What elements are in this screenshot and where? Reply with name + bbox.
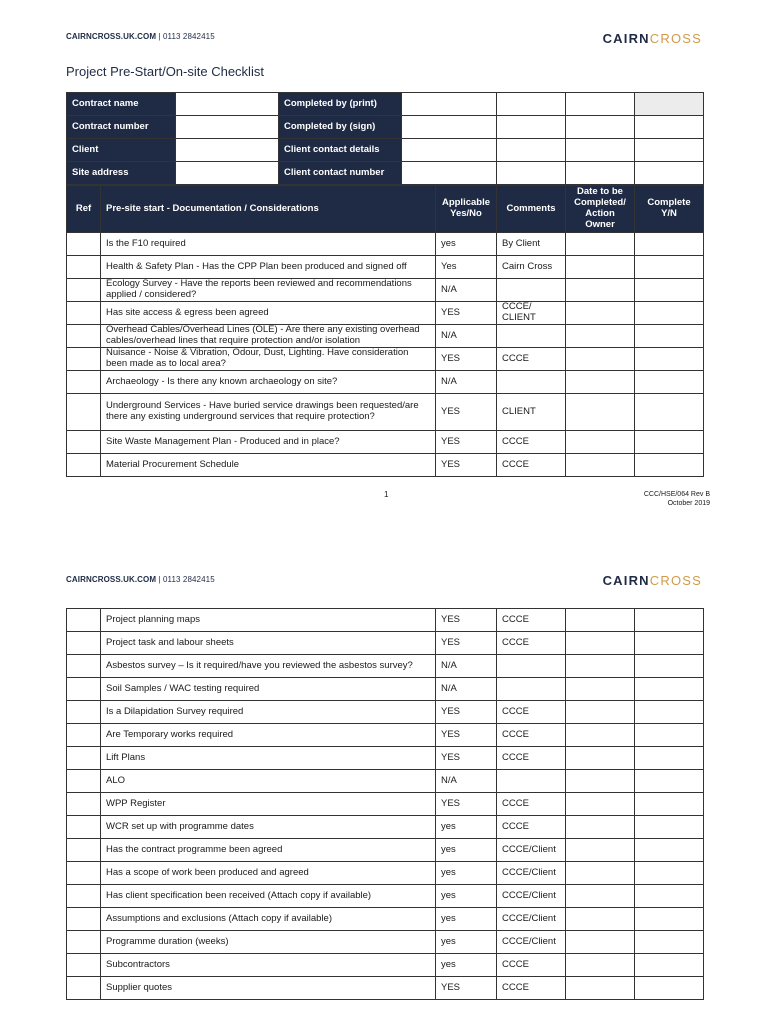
page-2 (0, 530, 768, 1024)
ref-cell[interactable] (67, 954, 101, 977)
complete-cell[interactable] (635, 325, 704, 348)
applicable-cell[interactable]: yes (436, 954, 497, 977)
complete-cell[interactable] (635, 816, 704, 839)
checklist-row (67, 793, 704, 816)
comments-cell[interactable]: CCCE (497, 431, 566, 454)
applicable-cell[interactable]: YES (436, 609, 497, 632)
ref-cell[interactable] (67, 724, 101, 747)
ref-cell[interactable] (67, 348, 101, 371)
checklist-header-row (67, 186, 704, 233)
item-cell: WCR set up with programme dates (101, 816, 436, 839)
checklist-row (67, 371, 704, 394)
field-extra[interactable] (635, 139, 704, 162)
label-client-contact-details: Client contact details (279, 139, 402, 162)
col-applicable: Applicable Yes/No (436, 186, 497, 233)
date-action-owner-cell[interactable] (566, 394, 635, 431)
ref-cell[interactable] (67, 233, 101, 256)
item-cell: Supplier quotes (101, 977, 436, 1000)
label-site-address: Site address (67, 162, 176, 185)
checklist-row (67, 655, 704, 678)
checklist-row (67, 862, 704, 885)
date-action-owner-cell[interactable] (566, 233, 635, 256)
field-extra[interactable] (635, 162, 704, 185)
comments-cell[interactable]: CCCE (497, 747, 566, 770)
company-phone: | 0113 2842415 (156, 575, 215, 584)
field-contract-name[interactable] (176, 93, 279, 116)
comments-cell[interactable]: CCCE (497, 609, 566, 632)
item-cell: Overhead Cables/Overhead Lines (OLE) - Are there any existing overhead cables/overhead lines that require protection and/or isolation (101, 325, 436, 348)
complete-cell[interactable] (635, 632, 704, 655)
checklist-table-page-1 (66, 185, 704, 477)
ref-cell[interactable] (67, 977, 101, 1000)
item-cell: Subcontractors (101, 954, 436, 977)
field-extra[interactable] (566, 139, 635, 162)
company-phone: | 0113 2842415 (156, 32, 215, 41)
field-extra[interactable] (635, 116, 704, 139)
item-cell: Material Procurement Schedule (101, 454, 436, 477)
field-extra[interactable] (497, 116, 566, 139)
item-cell: Is the F10 required (101, 233, 436, 256)
field-extra[interactable] (566, 162, 635, 185)
label-contract-number: Contract number (67, 116, 176, 139)
ref-cell[interactable] (67, 371, 101, 394)
item-cell: ALO (101, 770, 436, 793)
applicable-cell[interactable]: yes (436, 816, 497, 839)
applicable-cell[interactable]: YES (436, 977, 497, 1000)
company-website[interactable]: CAIRNCROSS.UK.COM (66, 575, 157, 584)
ref-cell[interactable] (67, 770, 101, 793)
comments-cell[interactable] (497, 655, 566, 678)
field-client[interactable] (176, 139, 279, 162)
applicable-cell[interactable]: YES (436, 632, 497, 655)
item-cell: Health & Safety Plan - Has the CPP Plan been produced and signed off (101, 256, 436, 279)
label-client: Client (67, 139, 176, 162)
complete-cell[interactable] (635, 793, 704, 816)
date-action-owner-cell[interactable] (566, 632, 635, 655)
ref-cell[interactable] (67, 747, 101, 770)
comments-cell[interactable] (497, 371, 566, 394)
applicable-cell[interactable]: N/A (436, 770, 497, 793)
checklist-row (67, 701, 704, 724)
comments-cell[interactable]: CLIENT (497, 394, 566, 431)
comments-cell[interactable]: CCCE (497, 977, 566, 1000)
page-number: 1 (384, 490, 389, 499)
item-cell: Asbestos survey – Is it required/have you reviewed the asbestos survey? (101, 655, 436, 678)
checklist-row (67, 632, 704, 655)
field-extra[interactable] (497, 93, 566, 116)
applicable-cell[interactable]: YES (436, 431, 497, 454)
comments-cell[interactable]: Cairn Cross (497, 256, 566, 279)
item-cell: Assumptions and exclusions (Attach copy if available) (101, 908, 436, 931)
date-action-owner-cell[interactable] (566, 770, 635, 793)
applicable-cell[interactable]: yes (436, 839, 497, 862)
date-action-owner-cell[interactable] (566, 348, 635, 371)
date-action-owner-cell[interactable] (566, 839, 635, 862)
complete-cell[interactable] (635, 431, 704, 454)
comments-cell[interactable] (497, 279, 566, 302)
company-contact (66, 575, 215, 584)
checklist-row (67, 233, 704, 256)
applicable-cell[interactable]: yes (436, 931, 497, 954)
field-extra[interactable] (497, 162, 566, 185)
date-action-owner-cell[interactable] (566, 793, 635, 816)
ref-cell[interactable] (67, 862, 101, 885)
applicable-cell[interactable]: N/A (436, 371, 497, 394)
complete-cell[interactable] (635, 747, 704, 770)
checklist-row (67, 678, 704, 701)
comments-cell[interactable]: By Client (497, 233, 566, 256)
date-action-owner-cell[interactable] (566, 325, 635, 348)
ref-cell[interactable] (67, 256, 101, 279)
ref-cell[interactable] (67, 394, 101, 431)
field-completed-by-print[interactable] (402, 93, 497, 116)
ref-cell[interactable] (67, 908, 101, 931)
date-action-owner-cell[interactable] (566, 747, 635, 770)
label-client-contact-number: Client contact number (279, 162, 402, 185)
field-client-contact-details[interactable] (402, 139, 497, 162)
item-cell: Has the contract programme been agreed (101, 839, 436, 862)
checklist-row (67, 394, 704, 431)
document-reference: CCC/HSE/064 Rev B October 2019 (643, 491, 710, 508)
ref-cell[interactable] (67, 655, 101, 678)
field-extra[interactable] (566, 93, 635, 116)
item-cell: Ecology Survey - Have the reports been reviewed and recommendations applied / considered? (101, 279, 436, 302)
date-action-owner-cell[interactable] (566, 724, 635, 747)
checklist-row (67, 931, 704, 954)
date-action-owner-cell[interactable] (566, 655, 635, 678)
field-extra[interactable] (566, 116, 635, 139)
applicable-cell[interactable]: N/A (436, 325, 497, 348)
complete-cell[interactable] (635, 770, 704, 793)
field-contract-number[interactable] (176, 116, 279, 139)
contract-info-table (66, 92, 704, 185)
comments-cell[interactable]: CCCE (497, 348, 566, 371)
item-cell: Underground Services - Have buried service drawings been requested/are there any existing underground services that require protection? (101, 394, 436, 431)
ref-cell[interactable] (67, 454, 101, 477)
comments-cell[interactable]: CCCE/Client (497, 885, 566, 908)
checklist-row (67, 885, 704, 908)
complete-cell[interactable] (635, 454, 704, 477)
ref-cell[interactable] (67, 609, 101, 632)
comments-cell[interactable]: CCCE (497, 816, 566, 839)
date-action-owner-cell[interactable] (566, 678, 635, 701)
applicable-cell[interactable]: YES (436, 793, 497, 816)
checklist-table-page-2 (66, 608, 704, 1000)
date-action-owner-cell[interactable] (566, 977, 635, 1000)
item-cell: Is a Dilapidation Survey required (101, 701, 436, 724)
comments-cell[interactable] (497, 325, 566, 348)
date-action-owner-cell[interactable] (566, 431, 635, 454)
complete-cell[interactable] (635, 908, 704, 931)
comments-cell[interactable] (497, 678, 566, 701)
date-action-owner-cell[interactable] (566, 931, 635, 954)
checklist-row (67, 747, 704, 770)
item-cell: Lift Plans (101, 747, 436, 770)
field-extra[interactable] (635, 93, 704, 116)
applicable-cell[interactable]: YES (436, 302, 497, 325)
label-completed-by-print: Completed by (print) (279, 93, 402, 116)
checklist-row (67, 609, 704, 632)
date-action-owner-cell[interactable] (566, 302, 635, 325)
comments-cell[interactable]: CCCE/Client (497, 862, 566, 885)
checklist-row (67, 724, 704, 747)
complete-cell[interactable] (635, 256, 704, 279)
item-cell: Site Waste Management Plan - Produced and in place? (101, 431, 436, 454)
checklist-row (67, 431, 704, 454)
checklist-row (67, 816, 704, 839)
complete-cell[interactable] (635, 371, 704, 394)
date-action-owner-cell[interactable] (566, 908, 635, 931)
item-cell: Project task and labour sheets (101, 632, 436, 655)
checklist-row (67, 302, 704, 325)
comments-cell[interactable]: CCCE (497, 632, 566, 655)
applicable-cell[interactable]: yes (436, 885, 497, 908)
applicable-cell[interactable]: YES (436, 348, 497, 371)
checklist-row (67, 977, 704, 1000)
item-cell: Has a scope of work been produced and agreed (101, 862, 436, 885)
item-cell: Has client specification been received (Attach copy if available) (101, 885, 436, 908)
item-cell: Soil Samples / WAC testing required (101, 678, 436, 701)
complete-cell[interactable] (635, 302, 704, 325)
applicable-cell[interactable]: YES (436, 747, 497, 770)
ref-cell[interactable] (67, 279, 101, 302)
complete-cell[interactable] (635, 394, 704, 431)
company-website[interactable]: CAIRNCROSS.UK.COM (66, 32, 157, 41)
complete-cell[interactable] (635, 678, 704, 701)
checklist-row (67, 954, 704, 977)
comments-cell[interactable]: CCCE (497, 701, 566, 724)
col-complete: Complete Y/N (635, 186, 704, 233)
applicable-cell[interactable]: N/A (436, 678, 497, 701)
applicable-cell[interactable]: yes (436, 908, 497, 931)
col-date-action-owner: Date to be Completed/ Action Owner (566, 186, 635, 233)
complete-cell[interactable] (635, 724, 704, 747)
complete-cell[interactable] (635, 348, 704, 371)
complete-cell[interactable] (635, 701, 704, 724)
date-action-owner-cell[interactable] (566, 279, 635, 302)
item-cell: Are Temporary works required (101, 724, 436, 747)
complete-cell[interactable] (635, 233, 704, 256)
date-action-owner-cell[interactable] (566, 701, 635, 724)
ref-cell[interactable] (67, 885, 101, 908)
date-action-owner-cell[interactable] (566, 256, 635, 279)
checklist-row (67, 256, 704, 279)
comments-cell[interactable] (497, 770, 566, 793)
complete-cell[interactable] (635, 609, 704, 632)
ref-cell[interactable] (67, 816, 101, 839)
complete-cell[interactable] (635, 839, 704, 862)
date-action-owner-cell[interactable] (566, 454, 635, 477)
company-contact (66, 32, 215, 41)
item-cell: Archaeology - Is there any known archaeology on site? (101, 371, 436, 394)
date-action-owner-cell[interactable] (566, 954, 635, 977)
complete-cell[interactable] (635, 931, 704, 954)
company-logo: CAIRNCROSS (602, 573, 702, 588)
complete-cell[interactable] (635, 279, 704, 302)
checklist-row (67, 325, 704, 348)
date-action-owner-cell[interactable] (566, 371, 635, 394)
checklist-row (67, 454, 704, 477)
ref-cell[interactable] (67, 701, 101, 724)
complete-cell[interactable] (635, 862, 704, 885)
col-comments: Comments (497, 186, 566, 233)
applicable-cell[interactable]: YES (436, 724, 497, 747)
applicable-cell[interactable]: yes (436, 862, 497, 885)
ref-cell[interactable] (67, 302, 101, 325)
label-completed-by-sign: Completed by (sign) (279, 116, 402, 139)
field-extra[interactable] (497, 139, 566, 162)
complete-cell[interactable] (635, 977, 704, 1000)
ref-cell[interactable] (67, 431, 101, 454)
checklist-row (67, 839, 704, 862)
field-completed-by-sign[interactable] (402, 116, 497, 139)
item-cell: WPP Register (101, 793, 436, 816)
comments-cell[interactable]: CCCE/Client (497, 839, 566, 862)
comments-cell[interactable]: CCCE (497, 954, 566, 977)
company-logo: CAIRNCROSS (602, 31, 702, 46)
comments-cell[interactable]: CCCE/ CLIENT (497, 302, 566, 325)
ref-cell[interactable] (67, 793, 101, 816)
comments-cell[interactable]: CCCE/Client (497, 908, 566, 931)
ref-cell[interactable] (67, 632, 101, 655)
applicable-cell[interactable]: Yes (436, 256, 497, 279)
applicable-cell[interactable]: YES (436, 701, 497, 724)
col-ref: Ref (67, 186, 101, 233)
complete-cell[interactable] (635, 885, 704, 908)
complete-cell[interactable] (635, 954, 704, 977)
item-cell: Nuisance - Noise & Vibration, Odour, Dust, Lighting. Have consideration been made as to local area? (101, 348, 436, 371)
checklist-row (67, 348, 704, 371)
date-action-owner-cell[interactable] (566, 862, 635, 885)
item-cell: Has site access & egress been agreed (101, 302, 436, 325)
comments-cell[interactable]: CCCE (497, 454, 566, 477)
date-action-owner-cell[interactable] (566, 885, 635, 908)
applicable-cell[interactable]: N/A (436, 655, 497, 678)
ref-cell[interactable] (67, 839, 101, 862)
checklist-row (67, 770, 704, 793)
ref-cell[interactable] (67, 931, 101, 954)
date-action-owner-cell[interactable] (566, 816, 635, 839)
ref-cell[interactable] (67, 325, 101, 348)
applicable-cell[interactable]: yes (436, 233, 497, 256)
complete-cell[interactable] (635, 655, 704, 678)
document-title: Project Pre-Start/On-site Checklist (66, 64, 264, 79)
col-item: Pre-site start - Documentation / Considerations (101, 186, 436, 233)
comments-cell[interactable]: CCCE (497, 793, 566, 816)
label-contract-name: Contract name (67, 93, 176, 116)
comments-cell[interactable]: CCCE/Client (497, 931, 566, 954)
ref-cell[interactable] (67, 678, 101, 701)
comments-cell[interactable]: CCCE (497, 724, 566, 747)
checklist-row (67, 279, 704, 302)
applicable-cell[interactable]: YES (436, 394, 497, 431)
checklist-row (67, 908, 704, 931)
item-cell: Programme duration (weeks) (101, 931, 436, 954)
field-client-contact-number[interactable] (402, 162, 497, 185)
applicable-cell[interactable]: YES (436, 454, 497, 477)
field-site-address[interactable] (176, 162, 279, 185)
date-action-owner-cell[interactable] (566, 609, 635, 632)
item-cell: Project planning maps (101, 609, 436, 632)
applicable-cell[interactable]: N/A (436, 279, 497, 302)
